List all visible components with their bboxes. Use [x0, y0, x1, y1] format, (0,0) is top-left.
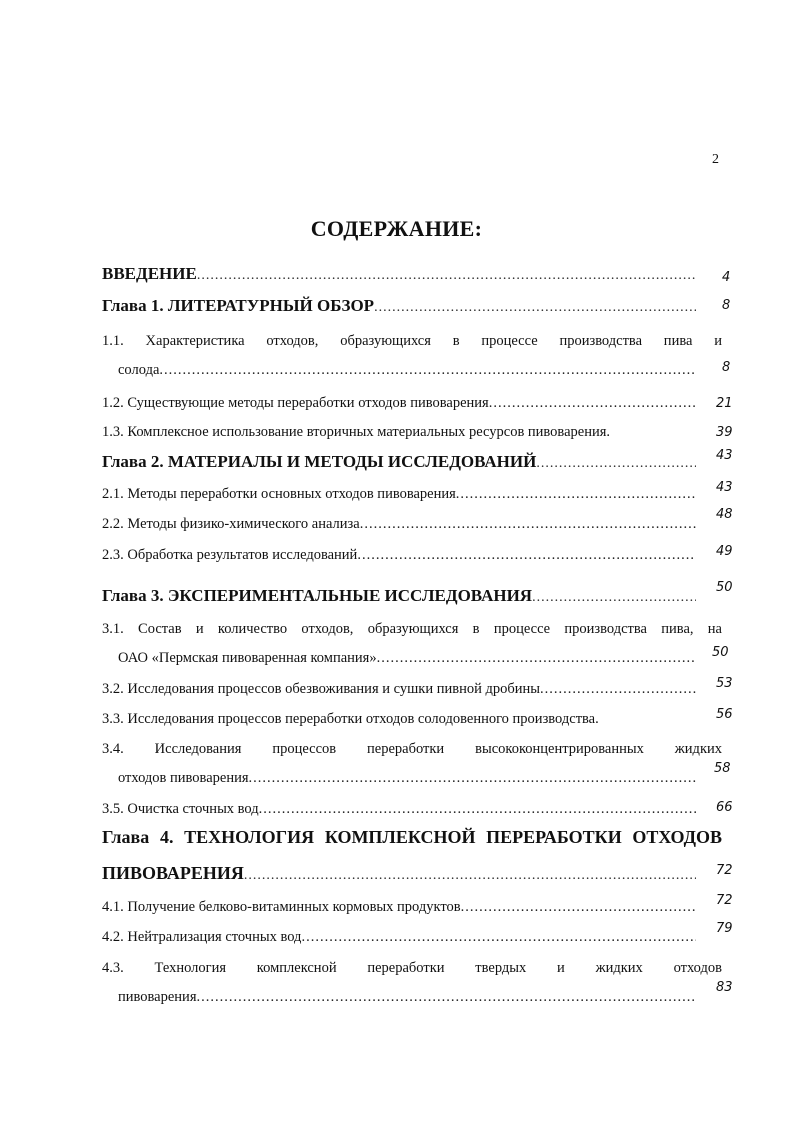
toc-page-number: 83 [716, 980, 733, 995]
toc-page-number: 21 [716, 396, 733, 411]
toc-page-number: 43 [716, 480, 733, 495]
dot-leader [197, 265, 696, 285]
toc-entry-label: 2.3. Обработка результатов исследований [102, 547, 358, 563]
toc-page-number: 79 [716, 921, 733, 936]
toc-entry-label: Глава 2. МАТЕРИАЛЫ И МЕТОДЫ ИССЛЕДОВАНИЙ [102, 452, 537, 471]
toc-entry-chapter-4-line1: Глава 4. ТЕХНОЛОГИЯ КОМПЛЕКСНОЙ ПЕРЕРАБОТКИ ОТХОДОВ [102, 827, 722, 847]
toc-entry-2-2 [102, 513, 696, 535]
toc-entry-label: пивоварения [118, 989, 197, 1005]
toc-entry-label: 2.1. Методы переработки основных отходов пивоварения [102, 486, 456, 502]
dot-leader [536, 453, 696, 473]
toc-entry-4-2 [102, 926, 696, 948]
toc-page-number: 49 [716, 544, 733, 559]
toc-entry-label: Глава 1. ЛИТЕРАТУРНЫЙ ОБЗОР [102, 296, 375, 315]
toc-entry-3-5 [102, 798, 696, 820]
dot-leader [196, 986, 696, 1008]
toc-entry-label: отходов пивоварения [118, 770, 249, 786]
toc-entry-2-1 [102, 483, 696, 505]
toc-page-number: 39 [716, 425, 733, 440]
toc-entry-4-3-line1: 4.3. Технология комплексной переработки твердых и жидких отходов [102, 960, 722, 976]
dot-leader [532, 587, 696, 607]
toc-page-number: 72 [716, 893, 733, 908]
toc-entry-label: солода [118, 362, 160, 378]
toc-page-number: 8 [722, 360, 731, 375]
toc-page-number: 50 [716, 580, 733, 595]
toc-entry-chapter-4-line2 [102, 862, 696, 884]
dot-leader [249, 767, 696, 789]
toc-page-number: 53 [716, 676, 733, 691]
toc-page-number: 50 [712, 645, 729, 660]
dot-leader [301, 926, 696, 948]
dot-leader [357, 544, 696, 566]
toc-entry-1-1-line1: 1.1. Характеристика отходов, образующихся в процессе производства пива и [102, 333, 722, 349]
toc-entry-4-1 [102, 896, 696, 918]
dot-leader [360, 513, 696, 535]
page-number: 2 [712, 152, 719, 167]
toc-entry-chapter-1 [102, 295, 696, 317]
dot-leader [461, 896, 696, 918]
toc-entry-label: 3.2. Исследования процессов обезвоживания и сушки пивной дробины [102, 681, 540, 697]
toc-entry-introduction [102, 263, 696, 285]
toc-page-number: 4 [722, 270, 731, 285]
toc-entry-1-3 [102, 421, 722, 443]
dot-leader [456, 483, 696, 505]
toc-entry-label: 2.2. Методы физико-химического анализа [102, 516, 360, 532]
toc-page-number: 56 [716, 707, 733, 722]
dot-leader [159, 359, 696, 381]
toc-entry-chapter-2 [102, 451, 696, 473]
toc-entry-label: Глава 3. ЭКСПЕРИМЕНТАЛЬНЫЕ ИССЛЕДОВАНИЯ [102, 586, 533, 605]
toc-entry-3-1-line2 [118, 647, 696, 669]
toc-entry-label: 3.3. Исследования процессов переработки отходов солодовенного производства. [102, 711, 599, 727]
toc-entry-chapter-3 [102, 585, 696, 607]
toc-entry-label: 3.5. Очистка сточных вод [102, 801, 259, 817]
toc-entry-label: ОАО «Пермская пивоваренная компания» [118, 650, 377, 666]
toc-entry-3-2 [102, 678, 696, 700]
toc-page-number: 66 [716, 800, 733, 815]
toc-entry-2-3 [102, 544, 696, 566]
dot-leader [489, 392, 696, 414]
toc-entry-label: 4.1. Получение белково-витаминных кормовых продуктов [102, 899, 461, 915]
toc-page-number: 72 [716, 863, 733, 878]
toc-entry-3-4-line1: 3.4. Исследования процессов переработки высококонцентрированных жидких [102, 741, 722, 757]
toc-page-number: 48 [716, 507, 733, 522]
toc-page-number: 43 [716, 448, 733, 463]
dot-leader [377, 647, 696, 669]
page-title: СОДЕРЖАНИЕ: [310, 216, 483, 241]
dot-leader [540, 678, 696, 700]
toc-page-number: 58 [714, 761, 731, 776]
toc-entry-label: 1.2. Существующие методы переработки отходов пивоварения [102, 395, 489, 411]
dot-leader [244, 865, 696, 884]
toc-entry-3-4-line2 [118, 767, 696, 789]
dot-leader [374, 297, 696, 317]
toc-entry-label: ВВЕДЕНИЕ [102, 264, 197, 283]
toc-entry-1-2 [102, 392, 696, 414]
toc-entry-label: ПИВОВАРЕНИЯ [102, 863, 244, 883]
toc-entry-3-1-line1: 3.1. Состав и количество отходов, образующихся в процессе производства пива, на [102, 621, 722, 637]
toc-entry-1-1-line2 [118, 359, 696, 381]
dot-leader [259, 798, 696, 820]
toc-entry-3-3 [102, 708, 722, 730]
toc-entry-4-3-line2 [118, 986, 696, 1008]
toc-entry-label: 1.3. Комплексное использование вторичных материальных ресурсов пивоварения. [102, 424, 611, 440]
toc-page-number: 8 [722, 298, 731, 313]
toc-entry-label: 4.2. Нейтрализация сточных вод [102, 929, 302, 945]
